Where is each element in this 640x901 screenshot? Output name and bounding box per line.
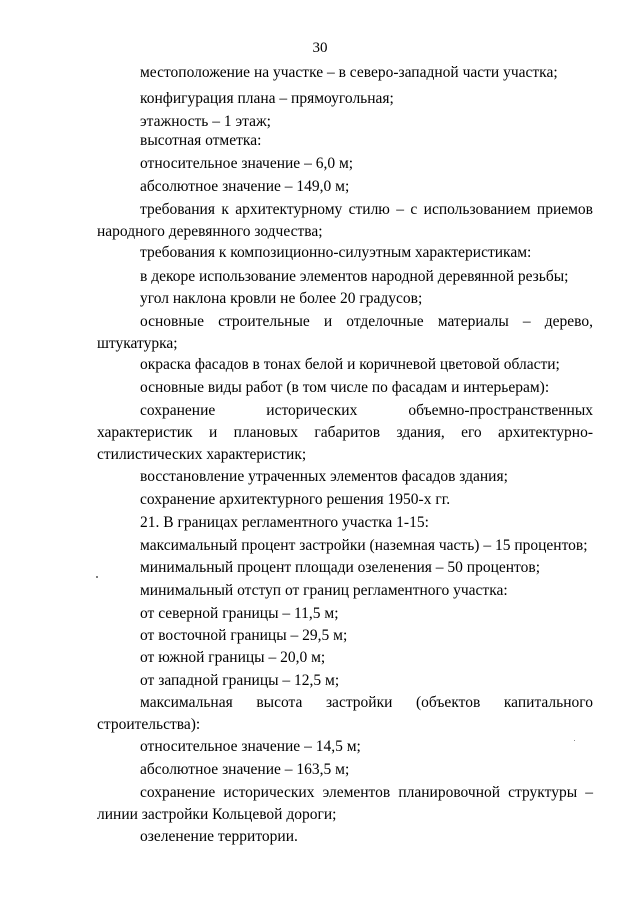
text-line: от западной границы – 12,5 м; <box>140 672 340 689</box>
text-line: от восточной границы – 29,5 м; <box>140 627 348 644</box>
text-line: требования к композиционно-силуэтным характеристикам: <box>140 244 532 261</box>
text-line: абсолютное значение – 149,0 м; <box>140 178 350 195</box>
text-line: восстановление утраченных элементов фасадов здания; <box>140 468 508 485</box>
text-line: угол наклона кровли не более 20 градусов; <box>140 290 423 307</box>
text-line: высотная отметка: <box>140 132 262 149</box>
text-line: минимальный процент площади озеленения – 50 процентов; <box>140 559 541 576</box>
scan-speck <box>96 576 98 578</box>
text-line: относительное значение – 6,0 м; <box>140 155 354 172</box>
text-line: сохранение архитектурного решения 1950-х гг. <box>140 491 451 508</box>
text-line: от северной границы – 11,5 м; <box>140 605 339 622</box>
text-paragraph: основные строительные и отделочные материалы – дерево, штукатурка; <box>97 313 593 352</box>
text-line: 21. В границах регламентного участка 1-15: <box>140 514 429 531</box>
text-line: максимальный процент застройки (наземная часть) – 15 процентов; <box>140 537 588 554</box>
text-line: этажность – 1 этаж; <box>140 113 271 130</box>
text-line: от южной границы – 20,0 м; <box>140 649 326 666</box>
text-line: минимальный отступ от границ регламентного участка: <box>140 582 508 599</box>
scan-speck <box>574 740 575 741</box>
text-line: окраска фасадов в тонах белой и коричневой цветовой области; <box>140 356 560 373</box>
text-paragraph: сохранение исторических элементов планировочной структуры – линии застройки Кольцевой дороги; <box>97 784 593 823</box>
text-line: основные виды работ (в том числе по фасадам и интерьерам): <box>140 379 550 396</box>
text-line: абсолютное значение – 163,5 м; <box>140 761 350 778</box>
text-line: относительное значение – 14,5 м; <box>140 738 361 755</box>
text-paragraph: требования к архитектурному стилю – с использованием приемов народного деревянного зодчества; <box>97 201 593 240</box>
text-paragraph: сохранение исторических объемно-пространственных характеристик и плановых габаритов здания, его архитектурно-стилистических характеристик; <box>97 402 593 463</box>
text-paragraph: максимальная высота застройки (объектов капитального строительства): <box>97 694 593 733</box>
text-line: озеленение территории. <box>140 828 298 845</box>
page-number: 30 <box>312 40 328 56</box>
text-line: местоположение на участке – в северо-западной части участка; <box>140 64 558 81</box>
text-line: в декоре использование элементов народной деревянной резьбы; <box>140 268 569 285</box>
text-line: конфигурация плана – прямоугольная; <box>140 90 394 107</box>
